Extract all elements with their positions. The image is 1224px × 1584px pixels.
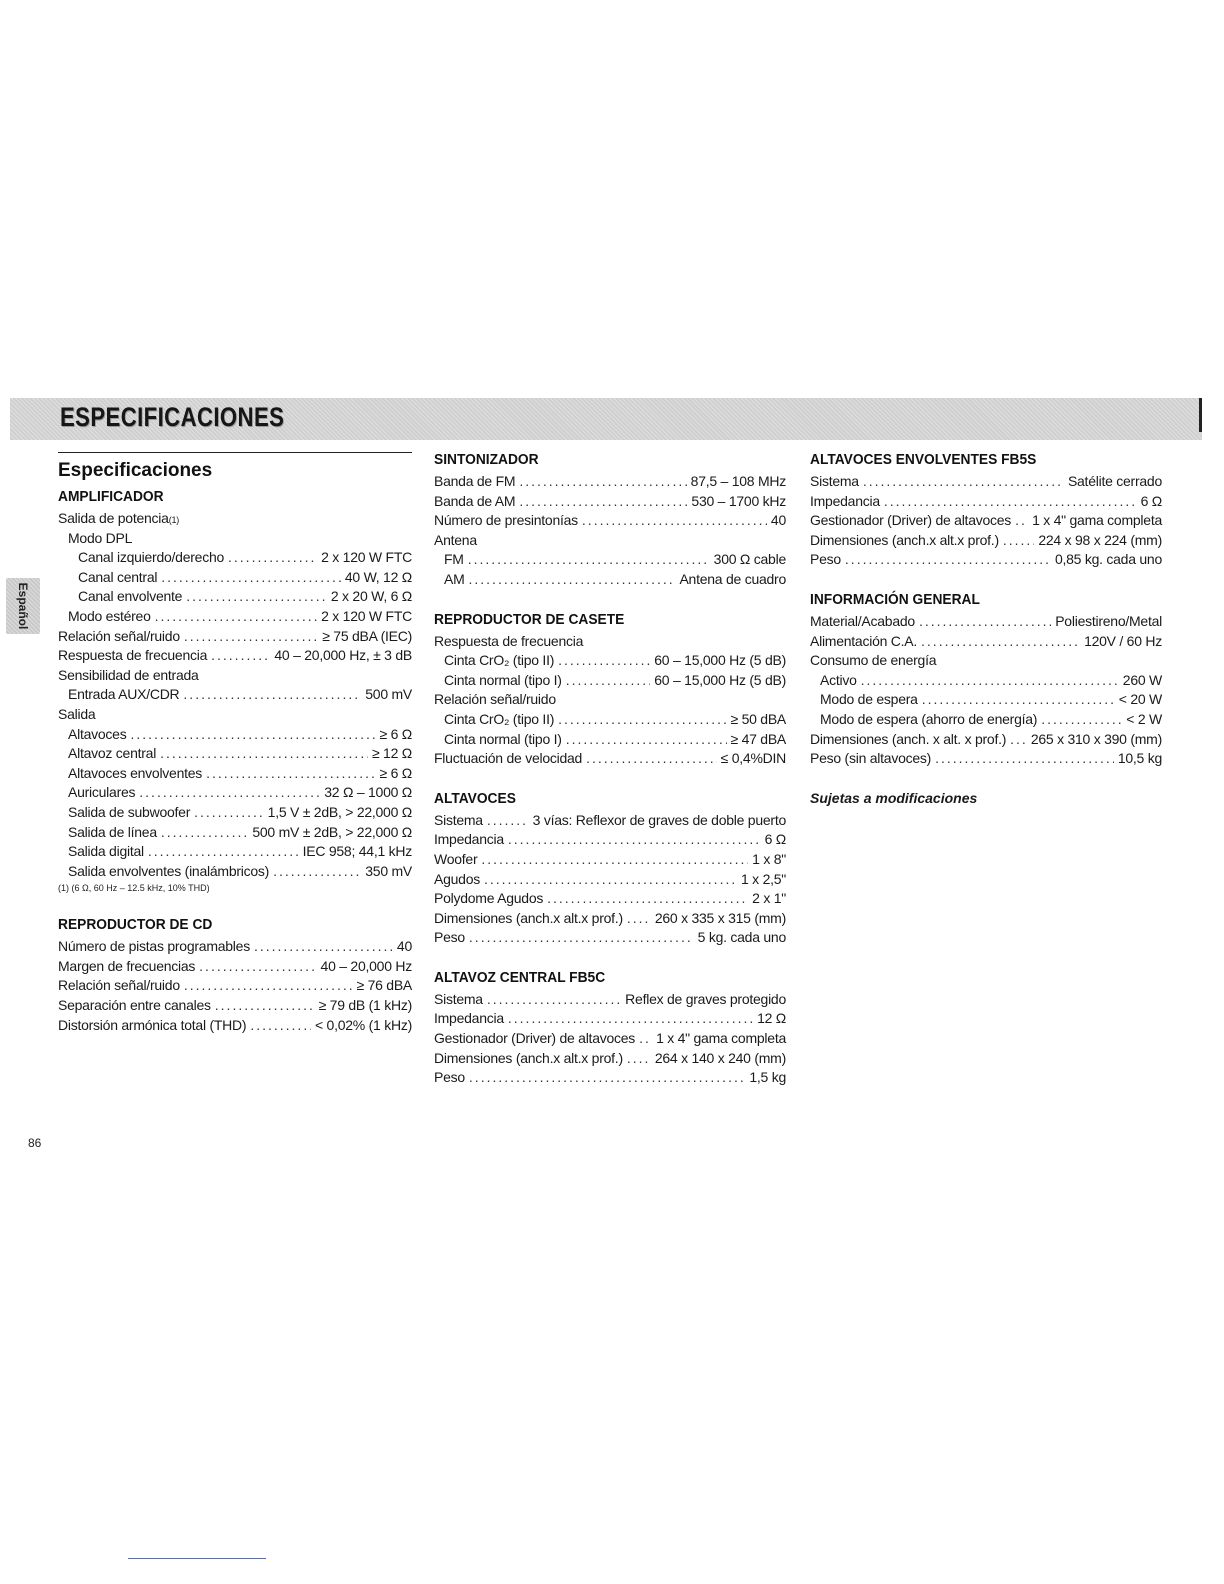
spec-row: Altavoces envolventes ..... ≥ 6 Ω — [58, 764, 412, 784]
spec-row: Sistema ..... 3 vías: Reflexor de graves de doble puerto — [434, 811, 786, 831]
spec-row: Woofer ..... 1 x 8" — [434, 850, 786, 870]
section-banner — [10, 398, 1202, 440]
spec-row: Fluctuación de velocidad ..... ≤ 0,4%DIN — [434, 749, 786, 769]
banner-title: ESPECIFICACIONES — [60, 402, 285, 432]
spec-row: Número de presintonías ..... 40 — [434, 511, 786, 531]
spec-row: Separación entre canales ..... ≥ 79 dB (1 kHz) — [58, 996, 412, 1016]
spec-row: Sistema ..... Reflex de graves protegido — [434, 990, 786, 1010]
spec-row: Peso ..... 1,5 kg — [434, 1068, 786, 1088]
spec-row: Peso (sin altavoces) ..... 10,5 kg — [810, 749, 1162, 769]
spec-row: Auriculares ..... 32 Ω – 1000 Ω — [58, 783, 412, 803]
spec-row: Modo DPL — [68, 529, 133, 546]
spec-row: Cinta normal (tipo I) ..... 60 – 15,000 Hz (5 dB) — [434, 671, 786, 691]
spec-row: Banda de FM ..... 87,5 – 108 MHz — [434, 472, 786, 492]
spec-row: Salida — [58, 705, 96, 722]
spec-row: Sensibilidad de entrada — [58, 666, 199, 683]
page-title: Especificaciones — [58, 460, 213, 481]
section-surround-speakers — [810, 448, 1162, 570]
spec-row: Cinta CrO₂ (tipo II) ..... 60 – 15,000 Hz (5 dB) — [434, 651, 786, 671]
spec-row: Dimensiones (anch.x alt.x prof.) ..... 260 x 335 x 315 (mm) — [434, 909, 786, 929]
spec-row: Impedancia ..... 6 Ω — [434, 830, 786, 850]
spec-row: Salida de potencia (1) — [58, 509, 412, 529]
footer-link-underline — [128, 1558, 266, 1559]
spec-row: Dimensiones (anch.x alt.x prof.) ..... 224 x 98 x 224 (mm) — [810, 531, 1162, 551]
spec-row: Sistema ..... Satélite cerrado — [810, 472, 1162, 492]
spec-row: Salida de subwoofer ..... 1,5 V ± 2dB, > 22,000 Ω — [58, 803, 412, 823]
spec-row: Gestionador (Driver) de altavoces ..... 1 x 4" gama completa — [434, 1029, 786, 1049]
spec-row: Altavoz central ..... ≥ 12 Ω — [58, 744, 412, 764]
spec-row: Dimensiones (anch.x alt.x prof.) ..... 264 x 140 x 240 (mm) — [434, 1049, 786, 1069]
spec-row: Margen de frecuencias ..... 40 – 20,000 Hz — [58, 957, 412, 977]
title-rule — [58, 452, 412, 453]
section-heading: ALTAVOCES — [434, 790, 516, 807]
spec-row: Respuesta de frecuencia ..... 40 – 20,000 Hz, ± 3 dB — [58, 646, 412, 666]
spec-row: Salida envolventes (inalámbricos) ..... 350 mV — [58, 862, 412, 882]
footnote-marker: (1) — [168, 515, 179, 525]
page-number: 86 — [28, 1136, 42, 1150]
spec-row: Número de pistas programables ..... 40 — [58, 937, 412, 957]
spec-row: Entrada AUX/CDR ..... 500 mV — [58, 685, 412, 705]
section-amplifier — [58, 485, 412, 895]
section-heading: REPRODUCTOR DE CASETE — [434, 611, 625, 628]
section-heading: AMPLIFICADOR — [58, 489, 164, 505]
spec-row: Consumo de energía — [810, 652, 937, 669]
section-general-info — [810, 588, 1162, 769]
footnote: (1) (6 Ω, 60 Hz – 12.5 kHz, 10% THD) — [58, 883, 210, 894]
banner-edge-rule — [1199, 398, 1202, 432]
section-heading: SINTONIZADOR — [434, 452, 539, 468]
section-heading: ALTAVOZ CENTRAL FB5C — [434, 969, 606, 986]
spec-row: Altavoces ..... ≥ 6 Ω — [58, 725, 412, 745]
spec-row: Banda de AM ..... 530 – 1700 kHz — [434, 492, 786, 512]
section-heading: INFORMACIÓN GENERAL — [810, 591, 980, 608]
section-cassette — [434, 608, 786, 769]
spec-row: Respuesta de frecuencia — [434, 632, 584, 649]
subject-to-change-note: Sujetas a modificaciones — [810, 789, 978, 806]
spec-row: Canal envolvente ..... 2 x 20 W, 6 Ω — [58, 587, 412, 607]
spec-row: FM ..... 300 Ω cable — [434, 550, 786, 570]
section-heading: ALTAVOCES ENVOLVENTES FB5S — [810, 452, 1037, 468]
column-middle — [434, 448, 786, 1106]
section-heading: REPRODUCTOR DE CD — [58, 917, 213, 934]
section-center-speaker — [434, 966, 786, 1088]
column-right — [810, 448, 1162, 809]
spec-row: Modo estéreo ..... 2 x 120 W FTC — [58, 607, 412, 627]
language-tab — [6, 578, 40, 634]
spec-row: Relación señal/ruido ..... ≥ 75 dBA (IEC) — [58, 627, 412, 647]
spec-row: Distorsión armónica total (THD) ..... < 0,02% (1 kHz) — [58, 1016, 412, 1036]
section-cd-player — [58, 913, 412, 1035]
spec-row: Agudos ..... 1 x 2,5" — [434, 870, 786, 890]
spec-row: Peso ..... 5 kg. cada uno — [434, 928, 786, 948]
spec-row: Canal central ..... 40 W, 12 Ω — [58, 568, 412, 588]
column-left — [58, 448, 412, 1053]
spec-row: Activo ..... 260 W — [810, 671, 1162, 691]
spec-row: Modo de espera (ahorro de energía) ..... < 2 W — [810, 710, 1162, 730]
spec-row: AM ..... Antena de cuadro — [434, 570, 786, 590]
language-tab-label: Español — [16, 582, 30, 630]
spec-row: Relación señal/ruido ..... ≥ 76 dBA — [58, 976, 412, 996]
spec-row: Alimentación C.A. ..... 120V / 60 Hz — [810, 632, 1162, 652]
spec-row: Salida digital ..... IEC 958; 44,1 kHz — [58, 842, 412, 862]
spec-row: Antena — [434, 531, 477, 548]
section-speakers — [434, 787, 786, 948]
spec-row: Impedancia ..... 12 Ω — [434, 1009, 786, 1029]
spec-row: Polydome Agudos ..... 2 x 1" — [434, 889, 786, 909]
spec-row: Relación señal/ruido — [434, 691, 556, 708]
spec-row: Peso ..... 0,85 kg. cada uno — [810, 550, 1162, 570]
spec-row: Salida de línea ..... 500 mV ± 2dB, > 22,000 Ω — [58, 823, 412, 843]
spec-row: Canal izquierdo/derecho ..... 2 x 120 W FTC — [58, 548, 412, 568]
spec-row: Dimensiones (anch. x alt. x prof.) ..... 265 x 310 x 390 (mm) — [810, 730, 1162, 750]
spec-row: Gestionador (Driver) de altavoces ..... 1 x 4" gama completa — [810, 511, 1162, 531]
spec-row: Cinta CrO₂ (tipo II) ..... ≥ 50 dBA — [434, 710, 786, 730]
spec-row: Material/Acabado ..... Poliestireno/Metal — [810, 612, 1162, 632]
section-tuner — [434, 448, 786, 590]
spec-row: Modo de espera ..... < 20 W — [810, 690, 1162, 710]
spec-row: Impedancia ..... 6 Ω — [810, 492, 1162, 512]
spec-row: Cinta normal (tipo I) ..... ≥ 47 dBA — [434, 730, 786, 750]
